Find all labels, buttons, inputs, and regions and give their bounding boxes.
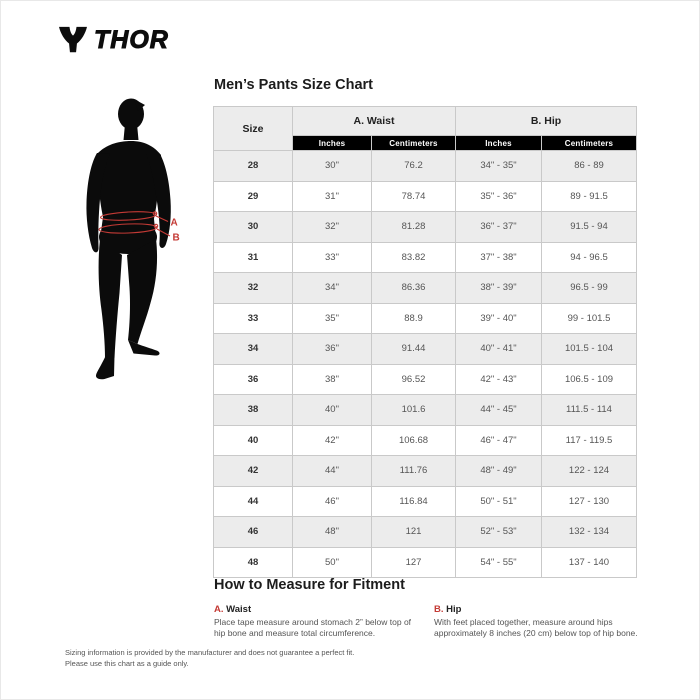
table-row: [214, 212, 637, 243]
footnote-line-2: Please use this chart as a guide only.: [65, 658, 189, 668]
measure-hip-block: [434, 604, 658, 640]
cell-hip_in: 37" - 38": [456, 242, 542, 273]
cell-hip_cm: 117 - 119.5: [542, 425, 637, 456]
brand-name: THOR: [94, 25, 169, 54]
cell-hip_in: 39" - 40": [456, 303, 542, 334]
page-title: Men’s Pants Size Chart: [214, 77, 374, 93]
measure-waist-name: Waist: [223, 604, 252, 615]
col-group-hip: B. Hip: [456, 107, 637, 136]
col-header-size: Size: [214, 107, 293, 151]
cell-waist_in: 32": [293, 212, 372, 243]
col-group-waist: A. Waist: [293, 107, 456, 136]
cell-hip_cm: 111.5 - 114: [542, 395, 637, 426]
cell-hip_cm: 122 - 124: [542, 456, 637, 487]
thor-horns-icon: [58, 26, 88, 54]
cell-hip_cm: 106.5 - 109: [542, 364, 637, 395]
cell-size: 38: [214, 395, 293, 426]
cell-waist_in: 33": [293, 242, 372, 273]
cell-size: 48: [214, 547, 293, 578]
cell-size: 44: [214, 486, 293, 517]
measure-waist-text: Place tape measure around stomach 2” below top of hip bone and measure total circumference.: [214, 617, 412, 639]
hip-line-label: B: [172, 232, 180, 244]
cell-size: 33: [214, 303, 293, 334]
cell-hip_in: 40" - 41": [456, 334, 542, 365]
cell-waist_cm: 101.6: [372, 395, 456, 426]
waist-line-label: A: [170, 217, 178, 229]
cell-hip_cm: 94 - 96.5: [542, 242, 637, 273]
measure-waist-prefix: A.: [214, 604, 224, 615]
cell-size: 42: [214, 456, 293, 487]
cell-size: 46: [214, 517, 293, 548]
cell-waist_cm: 86.36: [372, 273, 456, 304]
table-row: [214, 395, 637, 426]
size-table-body: [214, 151, 637, 578]
cell-waist_in: 34": [293, 273, 372, 304]
cell-hip_cm: 89 - 91.5: [542, 181, 637, 212]
cell-size: 29: [214, 181, 293, 212]
cell-waist_cm: 83.82: [372, 242, 456, 273]
cell-waist_in: 30": [293, 151, 372, 182]
table-row: [214, 456, 637, 487]
table-row: [214, 364, 637, 395]
table-row: [214, 151, 637, 182]
table-row: [214, 181, 637, 212]
cell-waist_in: 46": [293, 486, 372, 517]
cell-waist_in: 31": [293, 181, 372, 212]
cell-size: 34: [214, 334, 293, 365]
cell-hip_in: 48" - 49": [456, 456, 542, 487]
subheader-waist-inches: Inches: [293, 136, 372, 151]
cell-hip_cm: 137 - 140: [542, 547, 637, 578]
measure-hip-name: Hip: [443, 604, 462, 615]
cell-size: 32: [214, 273, 293, 304]
cell-hip_in: 46" - 47": [456, 425, 542, 456]
measure-hip-prefix: B.: [434, 604, 444, 615]
table-row: [214, 273, 637, 304]
cell-hip_cm: 127 - 130: [542, 486, 637, 517]
cell-hip_in: 52" - 53": [456, 517, 542, 548]
table-row: [214, 242, 637, 273]
cell-waist_in: 42": [293, 425, 372, 456]
cell-waist_in: 50": [293, 547, 372, 578]
cell-waist_cm: 81.28: [372, 212, 456, 243]
cell-waist_cm: 96.52: [372, 364, 456, 395]
measure-section-title: How to Measure for Fitment: [214, 577, 405, 593]
table-row: [214, 334, 637, 365]
cell-size: 40: [214, 425, 293, 456]
table-row: [214, 486, 637, 517]
cell-waist_cm: 127: [372, 547, 456, 578]
male-silhouette-icon: [84, 97, 184, 389]
cell-waist_cm: 91.44: [372, 334, 456, 365]
cell-size: 30: [214, 212, 293, 243]
cell-hip_in: 38" - 39": [456, 273, 542, 304]
cell-hip_cm: 96.5 - 99: [542, 273, 637, 304]
cell-hip_cm: 86 - 89: [542, 151, 637, 182]
subheader-waist-centimeters: Centimeters: [372, 136, 456, 151]
cell-waist_in: 40": [293, 395, 372, 426]
cell-hip_cm: 101.5 - 104: [542, 334, 637, 365]
cell-waist_in: 35": [293, 303, 372, 334]
subheader-hip-inches: Inches: [456, 136, 542, 151]
size-table: [213, 106, 637, 578]
cell-hip_in: 54" - 55": [456, 547, 542, 578]
cell-waist_cm: 116.84: [372, 486, 456, 517]
subheader-hip-centimeters: Centimeters: [542, 136, 637, 151]
footnote-line-1: Sizing information is provided by the manufacturer and does not guarantee a perfect fit.: [65, 648, 355, 657]
cell-hip_cm: 132 - 134: [542, 517, 637, 548]
cell-hip_in: 34" - 35": [456, 151, 542, 182]
cell-waist_in: 36": [293, 334, 372, 365]
measure-waist-label: [214, 604, 422, 615]
cell-hip_cm: 99 - 101.5: [542, 303, 637, 334]
cell-hip_in: 36" - 37": [456, 212, 542, 243]
cell-hip_in: 42" - 43": [456, 364, 542, 395]
cell-hip_in: 35" - 36": [456, 181, 542, 212]
brand-logo: [58, 26, 169, 54]
table-row: [214, 425, 637, 456]
cell-waist_cm: 106.68: [372, 425, 456, 456]
cell-waist_cm: 111.76: [372, 456, 456, 487]
cell-waist_cm: 121: [372, 517, 456, 548]
cell-size: 31: [214, 242, 293, 273]
cell-waist_in: 44": [293, 456, 372, 487]
footnote: [65, 648, 354, 670]
measure-hip-text: With feet placed together, measure around hips approximately 8 inches (20 cm) below top of hip bone.: [434, 617, 638, 639]
table-row: [214, 303, 637, 334]
measure-hip-label: [434, 604, 658, 615]
cell-size: 28: [214, 151, 293, 182]
cell-hip_in: 50" - 51": [456, 486, 542, 517]
cell-hip_in: 44" - 45": [456, 395, 542, 426]
cell-waist_in: 48": [293, 517, 372, 548]
cell-waist_in: 38": [293, 364, 372, 395]
measure-waist-block: [214, 604, 422, 640]
cell-waist_cm: 76.2: [372, 151, 456, 182]
cell-waist_cm: 88.9: [372, 303, 456, 334]
cell-waist_cm: 78.74: [372, 181, 456, 212]
table-row: [214, 547, 637, 578]
table-row: [214, 517, 637, 548]
cell-hip_cm: 91.5 - 94: [542, 212, 637, 243]
cell-size: 36: [214, 364, 293, 395]
body-silhouette-figure: [84, 97, 184, 394]
